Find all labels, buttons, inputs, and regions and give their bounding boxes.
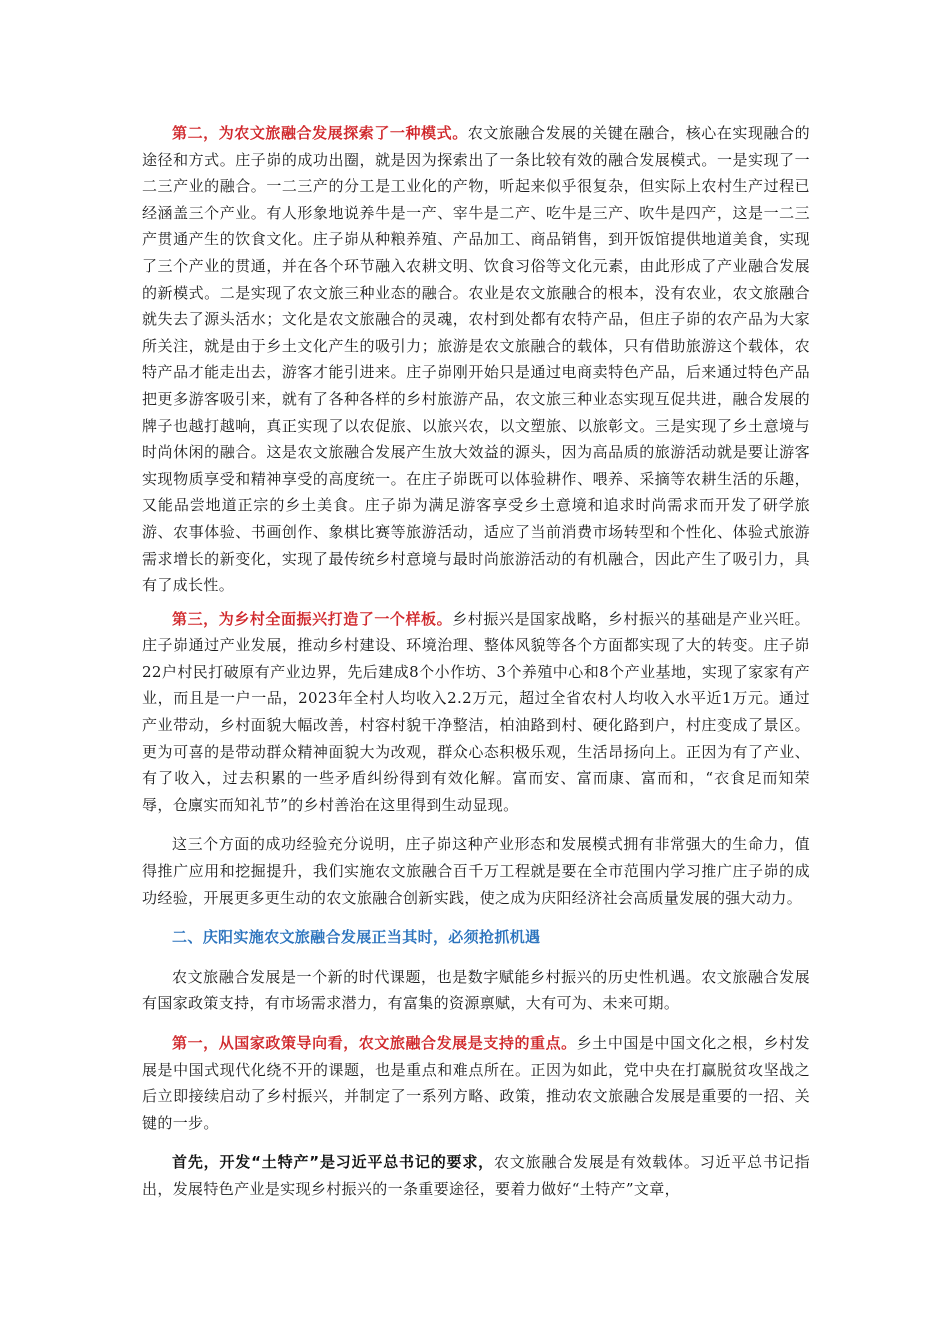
section-heading bbox=[142, 924, 810, 951]
document-page bbox=[142, 120, 810, 1203]
paragraph-body: 农文旅融合发展是一个新的时代课题，也是数字赋能乡村振兴的历史性机遇。农文旅融合发展有国家政策支持，有市场需求潜力，有富集的资源禀赋，大有可为、未来可期。 bbox=[142, 967, 810, 1013]
paragraph-summary bbox=[142, 831, 810, 911]
paragraph-tutechan bbox=[142, 1149, 810, 1202]
paragraph-lead: 第一，从国家政策导向看，农文旅融合发展是支持的重点。 bbox=[172, 1034, 577, 1052]
paragraph-body: 这三个方面的成功经验充分说明，庄子峁这种产业形态和发展模式拥有非常强大的生命力，值得推广应用和挖掘提升，我们实施农文旅融合百千万工程就是要在全市范围内学习推广庄子峁的成功经验，开展更多更生动的农文旅融合创新实践，使之成为庆阳经济社会高质量发展的强大动力。 bbox=[142, 835, 810, 907]
paragraph-third-sample bbox=[142, 606, 810, 819]
paragraph-lead: 第二，为农文旅融合发展探索了一种模式。 bbox=[172, 124, 468, 142]
paragraph-lead: 第三，为乡村全面振兴打造了一个样板。 bbox=[172, 609, 453, 628]
paragraph-intro bbox=[142, 964, 810, 1017]
paragraph-body: 农文旅融合发展的关键在融合，核心在实现融合的途径和方式。庄子峁的成功出圈，就是因为探索出了一条比较有效的融合发展模式。一是实现了一二三产业的融合。一二三产的分工是工业化的产物，听起来似乎很复杂，但实际上农村生产过程已经涵盖三个产业。有人形象地说养牛是一产、宰牛是二产、吃牛是三产、吹牛是四产，这是一二三产贯通产生的饮食文化。庄子峁从种粮养殖、产品加工、商品销售，到开饭馆提供地道美食，实现了三个产业的贯通，并在各个环节融入农耕文明、饮食习俗等文化元素，由此形成了产业融合发展的新模式。二是实现了农文旅三种业态的融合。农业是农文旅融合的根本，没有农业，农文旅融合就失去了源头活水；文化是农文旅融合的灵魂，农村到处都有农特产品，但庄子峁的农产品为大家所关注，就是由于乡土文化产生的吸引力；旅游是农文旅融合的载体，只有借助旅游这个载体，农特产品才能走出去，游客才能引进来。庄子峁刚开始只是通过电商卖特色产品，后来通过特色产品把更多游客吸引来，就有了各种各样的乡村旅游产品，农文旅三种业态实现互促共进，融合发展的牌子也越打越响，真正实现了以农促旅、以旅兴农，以文塑旅、以旅彰文。三是实现了乡土意境与时尚休闲的融合。这是农文旅融合发展产生放大效益的源头，因为高品质的旅游活动就是要让游客实现物质享受和精神享受的高度统一。在庄子峁既可以体验耕作、喂养、采摘等农耕生活的乐趣，又能品尝地道正宗的乡土美食。庄子峁为满足游客享受乡土意境和追求时尚需求而开发了研学旅游、农事体验、书画创作、象棋比赛等旅游活动，适应了当前消费市场转型和个性化、体验式旅游需求增长的新变化，实现了最传统乡村意境与最时尚旅游活动的有机融合，因此产生了吸引力，具有了成长性。 bbox=[142, 124, 811, 595]
section-heading-text: 二、庆阳实施农文旅融合发展正当其时，必须抢抓机遇 bbox=[172, 928, 541, 947]
paragraph-body: 乡村振兴是国家战略，乡村振兴的基础是产业兴旺。庄子峁通过产业发展，推动乡村建设、环境治理、整体风貌等各个方面都实现了大的转变。庄子峁22户村民打破原有产业边界，先后建成8个小作坊、3个养殖中心和8个产业基地，实现了家家有产业，而且是一户一品，2023年全村人均收入2.2万元，超过全省农村人均收入水平近1万元。通过产业带动，乡村面貌大幅改善，村容村貌干净整洁，柏油路到村、硬化路到户，村庄变成了景区。更为可喜的是带动群众精神面貌大为改观，群众心态积极乐观，生活昂扬向上。正因为有了产业、有了收入，过去积累的一些矛盾纠纷得到有效化解。富而安、富而康、富而和，“衣食足而知荣辱，仓廪实而知礼节”的乡村善治在这里得到生动显现。 bbox=[142, 609, 810, 814]
paragraph-lead-black: 首先，开发“土特产”是习近平总书记的要求， bbox=[172, 1153, 494, 1172]
paragraph-body: 乡土中国是中国文化之根，乡村发展是中国式现代化绕不开的课题，也是重点和难点所在。正因为如此，党中央在打赢脱贫攻坚战之后立即接续启动了乡村振兴，并制定了一系列方略、政策，推动农文旅融合发展是重要的一招、关键的一步。 bbox=[142, 1034, 810, 1132]
paragraph-body: 农文旅融合发展是有效载体。习近平总书记指出，发展特色产业是实现乡村振兴的一条重要途径，要着力做好“土特产”文章， bbox=[142, 1153, 810, 1198]
paragraph-second-model bbox=[142, 120, 810, 599]
paragraph-first-policy bbox=[142, 1030, 810, 1136]
